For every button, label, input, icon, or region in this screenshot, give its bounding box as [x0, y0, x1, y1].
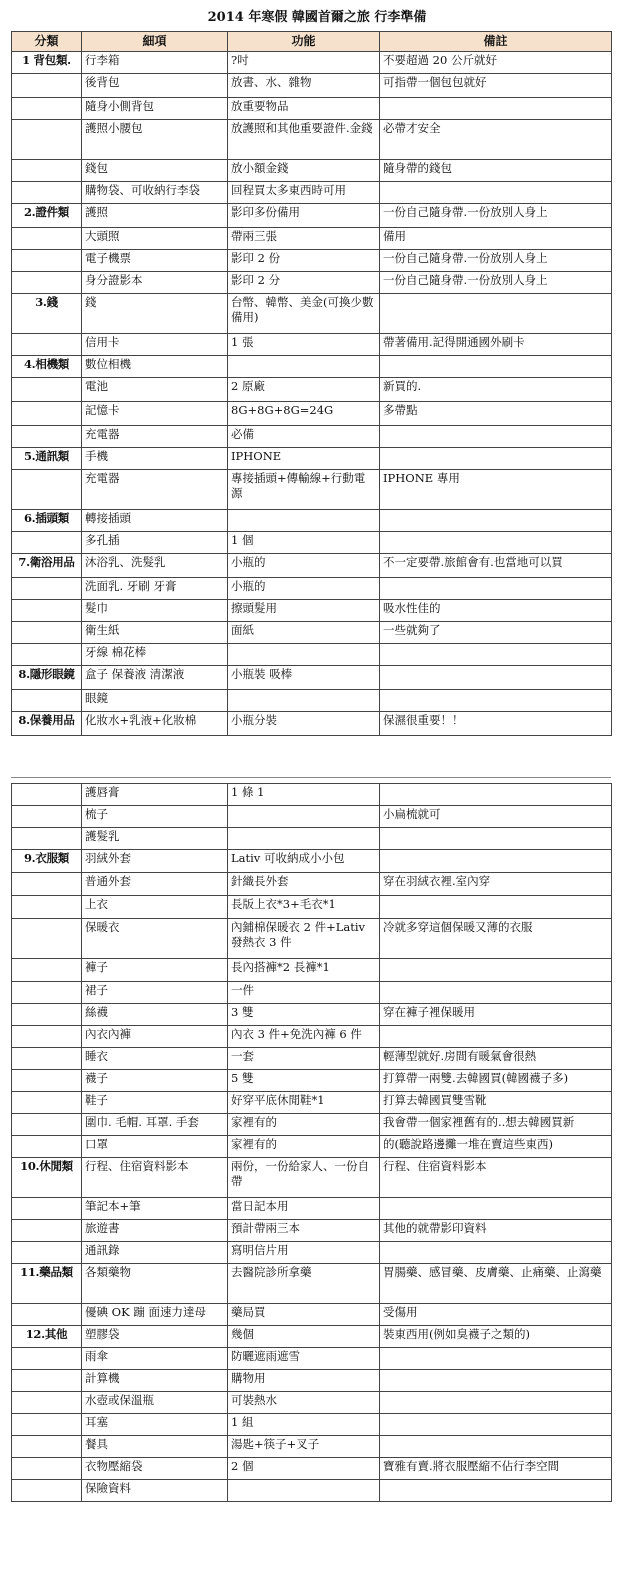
- cell-category: [12, 622, 82, 644]
- cell-item: 護照小腰包: [82, 120, 228, 160]
- cell-item: 記憶卡: [82, 402, 228, 426]
- cell-function: [228, 690, 380, 712]
- cell-item: 手機: [82, 448, 228, 470]
- cell-function: 寫明信片用: [228, 1242, 380, 1264]
- header-function: 功能: [228, 32, 380, 52]
- table-header-row: [12, 32, 612, 52]
- cell-item: 保險資料: [82, 1480, 228, 1502]
- cell-function: 影印 2 分: [228, 272, 380, 294]
- cell-note: [380, 1436, 612, 1458]
- cell-function: 小瓶裝 吸棒: [228, 666, 380, 690]
- cell-item: 絲襪: [82, 1004, 228, 1026]
- cell-note: 打算去韓國買雙雪靴: [380, 1092, 612, 1114]
- cell-function: [228, 510, 380, 532]
- cell-item: 筆記本+筆: [82, 1198, 228, 1220]
- header-note: 備註: [380, 32, 612, 52]
- cell-category: 9.衣服類: [12, 850, 82, 873]
- cell-item: 水壺或保溫瓶: [82, 1392, 228, 1414]
- cell-function: 放小額金錢: [228, 160, 380, 182]
- cell-item: 口罩: [82, 1136, 228, 1158]
- cell-item: 鞋子: [82, 1092, 228, 1114]
- table-row: [12, 554, 612, 578]
- table-row: [12, 1048, 612, 1070]
- cell-note: 胃腸藥、感冒藥、皮膚藥、止痛藥、止瀉藥: [380, 1264, 612, 1304]
- cell-note: [380, 1198, 612, 1220]
- table-row: [12, 1264, 612, 1304]
- table-row: [12, 426, 612, 448]
- cell-item: 行李箱: [82, 52, 228, 74]
- cell-category: 1 背包類.: [12, 52, 82, 74]
- table-row: [12, 1436, 612, 1458]
- cell-category: [12, 1220, 82, 1242]
- cell-function: 幾個: [228, 1326, 380, 1348]
- cell-item: 襪子: [82, 1070, 228, 1092]
- cell-category: [12, 160, 82, 182]
- cell-item: 錢包: [82, 160, 228, 182]
- cell-category: [12, 1004, 82, 1026]
- cell-item: 隨身小側背包: [82, 98, 228, 120]
- cell-function: 2 原廠: [228, 378, 380, 402]
- cell-note: 不要超過 20 公斤就好: [380, 52, 612, 74]
- cell-item: 衛生紙: [82, 622, 228, 644]
- cell-note: [380, 448, 612, 470]
- cell-item: 牙線 棉花棒: [82, 644, 228, 666]
- table-row: [12, 828, 612, 850]
- cell-function: 1 條 1: [228, 784, 380, 806]
- cell-category: [12, 784, 82, 806]
- cell-function: 3 雙: [228, 1004, 380, 1026]
- cell-category: [12, 1198, 82, 1220]
- cell-note: 行程、住宿資料影本: [380, 1158, 612, 1198]
- cell-item: 耳塞: [82, 1414, 228, 1436]
- cell-category: [12, 1304, 82, 1326]
- table-row: [12, 1370, 612, 1392]
- cell-function: 一套: [228, 1048, 380, 1070]
- cell-category: 6.插頭類: [12, 510, 82, 532]
- cell-note: 不一定要帶.旅館會有.也當地可以買: [380, 554, 612, 578]
- cell-function: 2 個: [228, 1458, 380, 1480]
- cell-function: 好穿平底休閒鞋*1: [228, 1092, 380, 1114]
- cell-function: 小瓶的: [228, 554, 380, 578]
- cell-function: 8G+8G+8G=24G: [228, 402, 380, 426]
- table-row: [12, 959, 612, 982]
- cell-item: 多孔插: [82, 532, 228, 554]
- cell-category: [12, 1414, 82, 1436]
- cell-function: 小瓶分裝: [228, 712, 380, 736]
- table-row: [12, 334, 612, 356]
- cell-item: 轉接插頭: [82, 510, 228, 532]
- cell-item: 餐具: [82, 1436, 228, 1458]
- cell-item: 裙子: [82, 982, 228, 1004]
- cell-category: [12, 600, 82, 622]
- table-row: [12, 510, 612, 532]
- cell-function: 長版上衣*3+毛衣*1: [228, 896, 380, 919]
- cell-note: 一些就夠了: [380, 622, 612, 644]
- cell-function: 面紙: [228, 622, 380, 644]
- cell-category: [12, 1114, 82, 1136]
- table-row: [12, 378, 612, 402]
- cell-note: 多帶點: [380, 402, 612, 426]
- cell-function: ?吋: [228, 52, 380, 74]
- cell-category: [12, 644, 82, 666]
- cell-category: [12, 1092, 82, 1114]
- cell-note: 輕薄型就好.房間有暖氣會很熱: [380, 1048, 612, 1070]
- cell-category: [12, 1048, 82, 1070]
- cell-function: 專接插頭+傳輸線+行動電源: [228, 470, 380, 510]
- table-row: [12, 1092, 612, 1114]
- table-row: [12, 1304, 612, 1326]
- cell-item: 通訊錄: [82, 1242, 228, 1264]
- cell-note: 冷就多穿這個保暖又薄的衣服: [380, 919, 612, 959]
- cell-note: 必帶才安全: [380, 120, 612, 160]
- cell-category: [12, 182, 82, 204]
- cell-note: [380, 784, 612, 806]
- cell-category: [12, 228, 82, 250]
- cell-function: [228, 806, 380, 828]
- table-row: [12, 204, 612, 228]
- cell-note: 穿在褲子裡保暖用: [380, 1004, 612, 1026]
- cell-item: 後背包: [82, 74, 228, 98]
- cell-note: [380, 426, 612, 448]
- cell-note: 我會帶一個家裡舊有的..想去韓國買新: [380, 1114, 612, 1136]
- cell-function: 影印 2 份: [228, 250, 380, 272]
- cell-note: 新買的.: [380, 378, 612, 402]
- table-row: [12, 850, 612, 873]
- cell-item: 羽絨外套: [82, 850, 228, 873]
- table-row: [12, 1136, 612, 1158]
- table-row: [12, 294, 612, 334]
- cell-function: Lativ 可收納成小小包: [228, 850, 380, 873]
- cell-note: [380, 690, 612, 712]
- cell-category: [12, 1070, 82, 1092]
- cell-category: [12, 982, 82, 1004]
- cell-category: [12, 378, 82, 402]
- cell-category: [12, 1458, 82, 1480]
- table-row: [12, 356, 612, 378]
- cell-category: 8.保養用品: [12, 712, 82, 736]
- cell-function: 家裡有的: [228, 1136, 380, 1158]
- cell-note: 的(聽說路邊攤一堆在賣這些東西): [380, 1136, 612, 1158]
- table-row: [12, 1070, 612, 1092]
- document-title: 2014 年寒假 韓國首爾之旅 行李準備: [207, 10, 427, 25]
- cell-category: [12, 98, 82, 120]
- cell-note: 備用: [380, 228, 612, 250]
- cell-category: [12, 1392, 82, 1414]
- cell-note: [380, 850, 612, 873]
- cell-function: 內衣 3 件+免洗內褲 6 件: [228, 1026, 380, 1048]
- cell-item: 電池: [82, 378, 228, 402]
- cell-item: 護照: [82, 204, 228, 228]
- cell-category: [12, 250, 82, 272]
- cell-category: [12, 1136, 82, 1158]
- cell-category: 5.通訊類: [12, 448, 82, 470]
- cell-item: 大頭照: [82, 228, 228, 250]
- cell-category: 10.休閒類: [12, 1158, 82, 1198]
- cell-item: 盒子 保養液 清潔液: [82, 666, 228, 690]
- cell-item: 充電器: [82, 426, 228, 448]
- table-row: [12, 600, 612, 622]
- cell-function: 小瓶的: [228, 578, 380, 600]
- table-row: [12, 1326, 612, 1348]
- cell-category: [12, 1436, 82, 1458]
- cell-note: 穿在羽絨衣裡.室內穿: [380, 873, 612, 896]
- cell-function: 必備: [228, 426, 380, 448]
- cell-note: 小扁梳就可: [380, 806, 612, 828]
- table-row: [12, 1458, 612, 1480]
- cell-category: [12, 1026, 82, 1048]
- cell-function: IPHONE: [228, 448, 380, 470]
- cell-note: [380, 510, 612, 532]
- cell-function: 預計帶兩三本: [228, 1220, 380, 1242]
- cell-item: 內衣內褲: [82, 1026, 228, 1048]
- cell-item: 眼鏡: [82, 690, 228, 712]
- table-row: [12, 228, 612, 250]
- cell-category: [12, 426, 82, 448]
- cell-note: 一份自己隨身帶.一份放別人身上: [380, 272, 612, 294]
- table-row: [12, 250, 612, 272]
- cell-note: [380, 896, 612, 919]
- cell-function: 一件: [228, 982, 380, 1004]
- table-row: [12, 120, 612, 160]
- cell-function: 放護照和其他重要證件.金錢: [228, 120, 380, 160]
- cell-function: 內鋪棉保暖衣 2 件+Lativ 發熱衣 3 件: [228, 919, 380, 959]
- table-row: [12, 402, 612, 426]
- cell-note: [380, 1480, 612, 1502]
- cell-note: 受傷用: [380, 1304, 612, 1326]
- cell-function: 購物用: [228, 1370, 380, 1392]
- cell-item: 各類藥物: [82, 1264, 228, 1304]
- cell-item: 充電器: [82, 470, 228, 510]
- table-row: [12, 1114, 612, 1136]
- table-row: [12, 1004, 612, 1026]
- cell-item: 沐浴乳、洗髮乳: [82, 554, 228, 578]
- cell-function: 帶兩三張: [228, 228, 380, 250]
- cell-item: 衣物壓縮袋: [82, 1458, 228, 1480]
- cell-function: 影印多份備用: [228, 204, 380, 228]
- cell-function: 去醫院診所拿藥: [228, 1264, 380, 1304]
- cell-note: [380, 98, 612, 120]
- table-row: [12, 806, 612, 828]
- cell-category: 8.隱形眼鏡: [12, 666, 82, 690]
- cell-category: 4.相機類: [12, 356, 82, 378]
- cell-note: [380, 644, 612, 666]
- cell-note: 一份自己隨身帶.一份放別人身上: [380, 204, 612, 228]
- cell-function: 藥局買: [228, 1304, 380, 1326]
- cell-item: 梳子: [82, 806, 228, 828]
- cell-note: 隨身帶的錢包: [380, 160, 612, 182]
- cell-item: 行程、住宿資料影本: [82, 1158, 228, 1198]
- cell-note: 一份自己隨身帶.一份放別人身上: [380, 250, 612, 272]
- table-row: [12, 1392, 612, 1414]
- table-row: [12, 52, 612, 74]
- table-row: [12, 1026, 612, 1048]
- cell-function: 台幣、韓幣、美金(可換少數備用): [228, 294, 380, 334]
- cell-category: [12, 74, 82, 98]
- table-row: [12, 982, 612, 1004]
- cell-note: 打算帶一兩雙.去韓國買(韓國襪子多): [380, 1070, 612, 1092]
- cell-note: 可指帶一個包包就好: [380, 74, 612, 98]
- table-row: [12, 896, 612, 919]
- table-row: [12, 1480, 612, 1502]
- table-row: [12, 622, 612, 644]
- table-row: [12, 1198, 612, 1220]
- cell-note: [380, 1414, 612, 1436]
- table-row: [12, 690, 612, 712]
- cell-function: 針織長外套: [228, 873, 380, 896]
- cell-function: 放重要物品: [228, 98, 380, 120]
- cell-category: [12, 402, 82, 426]
- table-row: [12, 919, 612, 959]
- cell-note: [380, 959, 612, 982]
- cell-function: 5 雙: [228, 1070, 380, 1092]
- cell-category: [12, 690, 82, 712]
- cell-note: [380, 1242, 612, 1264]
- table-row: [12, 712, 612, 736]
- table-row: [12, 1348, 612, 1370]
- cell-note: 吸水性佳的: [380, 600, 612, 622]
- cell-function: [228, 1480, 380, 1502]
- cell-item: 購物袋、可收納行李袋: [82, 182, 228, 204]
- cell-item: 信用卡: [82, 334, 228, 356]
- cell-item: 身分證影本: [82, 272, 228, 294]
- header-item: 細項: [82, 32, 228, 52]
- table-row: [12, 470, 612, 510]
- cell-category: [12, 470, 82, 510]
- table-row: [12, 666, 612, 690]
- cell-function: 湯匙+筷子+叉子: [228, 1436, 380, 1458]
- cell-function: 1 組: [228, 1414, 380, 1436]
- cell-function: 當日記本用: [228, 1198, 380, 1220]
- cell-item: 圍巾. 毛帽. 耳罩. 手套: [82, 1114, 228, 1136]
- cell-function: 1 張: [228, 334, 380, 356]
- cell-item: 數位相機: [82, 356, 228, 378]
- cell-note: [380, 182, 612, 204]
- cell-item: 塑膠袋: [82, 1326, 228, 1348]
- cell-item: 優碘 OK 蹦 面速力達母: [82, 1304, 228, 1326]
- cell-item: 計算機: [82, 1370, 228, 1392]
- table-row: [12, 98, 612, 120]
- cell-category: [12, 806, 82, 828]
- cell-category: [12, 272, 82, 294]
- cell-category: [12, 873, 82, 896]
- cell-note: [380, 666, 612, 690]
- cell-category: [12, 1370, 82, 1392]
- cell-item: 褲子: [82, 959, 228, 982]
- cell-note: [380, 982, 612, 1004]
- cell-note: [380, 578, 612, 600]
- cell-function: [228, 828, 380, 850]
- cell-note: [380, 828, 612, 850]
- cell-function: 放書、水、雜物: [228, 74, 380, 98]
- cell-note: IPHONE 專用: [380, 470, 612, 510]
- cell-note: [380, 294, 612, 334]
- cell-category: 2.證件類: [12, 204, 82, 228]
- cell-category: [12, 532, 82, 554]
- table-row: [12, 74, 612, 98]
- cell-category: 11.藥品類: [12, 1264, 82, 1304]
- cell-category: [12, 120, 82, 160]
- table-row: [12, 160, 612, 182]
- cell-function: 防曬遮雨遮雪: [228, 1348, 380, 1370]
- cell-function: 長內搭褲*2 長褲*1: [228, 959, 380, 982]
- cell-item: 保暖衣: [82, 919, 228, 959]
- cell-category: [12, 1348, 82, 1370]
- cell-item: 普通外套: [82, 873, 228, 896]
- table-divider: [11, 777, 611, 778]
- table-row: [12, 873, 612, 896]
- cell-function: 家裡有的: [228, 1114, 380, 1136]
- cell-note: [380, 1392, 612, 1414]
- cell-note: [380, 356, 612, 378]
- table-row: [12, 784, 612, 806]
- cell-category: [12, 828, 82, 850]
- cell-item: 睡衣: [82, 1048, 228, 1070]
- cell-item: 上衣: [82, 896, 228, 919]
- cell-function: 兩份，一份給家人、一份自帶: [228, 1158, 380, 1198]
- packing-table-bottom: [11, 783, 612, 1502]
- table-row: [12, 272, 612, 294]
- cell-category: 12.其他: [12, 1326, 82, 1348]
- cell-note: 裝東西用(例如臭襪子之類的): [380, 1326, 612, 1348]
- cell-note: [380, 1370, 612, 1392]
- cell-category: [12, 959, 82, 982]
- cell-category: 7.衛浴用品: [12, 554, 82, 578]
- table-row: [12, 644, 612, 666]
- cell-category: [12, 896, 82, 919]
- table-row: [12, 1158, 612, 1198]
- cell-item: 護唇膏: [82, 784, 228, 806]
- cell-category: [12, 1242, 82, 1264]
- cell-note: [380, 1026, 612, 1048]
- cell-function: 擦頭髮用: [228, 600, 380, 622]
- cell-function: [228, 356, 380, 378]
- cell-item: 錢: [82, 294, 228, 334]
- cell-note: [380, 1348, 612, 1370]
- cell-category: [12, 1480, 82, 1502]
- table-row: [12, 1220, 612, 1242]
- cell-note: [380, 532, 612, 554]
- packing-table-top: [11, 31, 612, 736]
- cell-category: [12, 919, 82, 959]
- cell-function: 1 個: [228, 532, 380, 554]
- cell-item: 髮巾: [82, 600, 228, 622]
- cell-function: 可裝熱水: [228, 1392, 380, 1414]
- cell-category: 3.錢: [12, 294, 82, 334]
- cell-note: 帶著備用.記得開通國外刷卡: [380, 334, 612, 356]
- cell-note: 其他的就帶影印資料: [380, 1220, 612, 1242]
- cell-note: 寶雅有賣.將衣服壓縮不佔行李空間: [380, 1458, 612, 1480]
- table-row: [12, 1414, 612, 1436]
- cell-item: 洗面乳. 牙刷 牙膏: [82, 578, 228, 600]
- cell-function: 回程買太多東西時可用: [228, 182, 380, 204]
- table-row: [12, 532, 612, 554]
- table-row: [12, 182, 612, 204]
- table-row: [12, 1242, 612, 1264]
- cell-item: 護髮乳: [82, 828, 228, 850]
- cell-note: 保濕很重要！！: [380, 712, 612, 736]
- cell-category: [12, 334, 82, 356]
- cell-item: 化妝水+乳液+化妝棉: [82, 712, 228, 736]
- header-category: 分類: [12, 32, 82, 52]
- table-row: [12, 578, 612, 600]
- cell-category: [12, 578, 82, 600]
- cell-item: 電子機票: [82, 250, 228, 272]
- cell-function: [228, 644, 380, 666]
- cell-item: 旅遊書: [82, 1220, 228, 1242]
- table-row: [12, 448, 612, 470]
- cell-item: 雨傘: [82, 1348, 228, 1370]
